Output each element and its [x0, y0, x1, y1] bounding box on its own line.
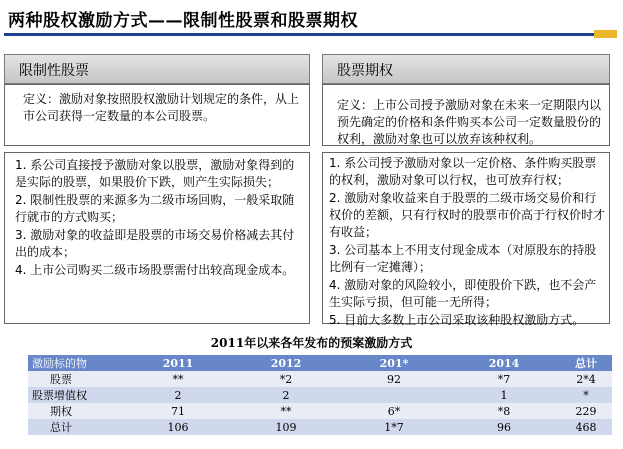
stock-option-definition-box [322, 84, 610, 146]
table-cell: ** [124, 371, 232, 387]
page-title: 两种股权激励方式——限制性股票和股票期权 [8, 11, 358, 31]
table-row [28, 371, 612, 387]
title-accent-block [594, 30, 617, 38]
table-row [28, 387, 612, 403]
table-cell: 总计 [28, 419, 124, 435]
table-cell: 1 [448, 387, 560, 403]
column-header: 2014 [448, 355, 560, 371]
column-header: 总计 [560, 355, 612, 371]
column-header: 2012 [232, 355, 340, 371]
table-cell: 71 [124, 403, 232, 419]
list-item: 3. 公司基本上不用支付现金成本（对原股东的持股比例有一定摊薄）； [329, 243, 597, 274]
stock-option-definition: 定义：上市公司授予激励对象在未来一定期限内以预先确定的价格和条件购买本公司一定数量股份的权利，激励对象也可以放弃该种权利。 [337, 98, 602, 146]
restricted-stock-features-list [15, 157, 303, 279]
table-cell: 96 [448, 419, 560, 435]
title-bar [0, 0, 623, 37]
list-item: 1. 系公司授予激励对象以一定价格、条件购买股票的权利，激励对象可以行权，也可放弃行权； [329, 156, 597, 187]
table-header-row [28, 355, 612, 371]
table-cell: 229 [560, 403, 612, 419]
list-item: 5. 目前大多数上市公司采取该种股权激励方式。 [329, 313, 585, 327]
list-item: 4. 上市公司购买二级市场股票需付出较高现金成本。 [15, 263, 295, 277]
table-cell: ** [232, 403, 340, 419]
table-cell: 106 [124, 419, 232, 435]
stock-option-features-box [322, 152, 610, 327]
list-item: 3. 激励对象的收益即是股票的市场交易价格减去其付出的成本； [15, 228, 295, 259]
table-cell: 期权 [28, 403, 124, 419]
column-header: 2011 [124, 355, 232, 371]
restricted-stock-heading: 限制性股票 [4, 54, 310, 84]
table-cell: 股票 [28, 371, 124, 387]
table-cell: 2 [124, 387, 232, 403]
table-row [28, 419, 612, 435]
table-cell: 468 [560, 419, 612, 435]
table-cell: 92 [340, 371, 448, 387]
title-underline [4, 33, 594, 36]
stock-option-features-list [329, 155, 605, 329]
table-cell: 6* [340, 403, 448, 419]
table-cell: * [560, 387, 612, 403]
list-item: 4. 激励对象的风险较小，即使股价下跌，也不会产生实际亏损，但可能一无所得； [329, 278, 597, 309]
table-row [28, 403, 612, 419]
incentive-table [28, 355, 612, 435]
column-header: 201* [340, 355, 448, 371]
table-cell [340, 387, 448, 403]
table-cell: *2 [232, 371, 340, 387]
column-header: 激励标的物 [28, 355, 124, 371]
table-cell: 109 [232, 419, 340, 435]
list-item: 2. 激励对象收益来自于股票的二级市场交易价和行权价的差额，只有行权时的股票市价高于行权价时才有收益； [329, 191, 606, 239]
table-title: 2011年以来各年发布的预案激励方式 [210, 336, 413, 350]
list-item: 1. 系公司直接授予激励对象以股票，激励对象得到的是实际的股票，如果股价下跌，则产生实际损失； [15, 158, 295, 189]
stock-option-heading: 股票期权 [322, 54, 610, 84]
table-cell: 1*7 [340, 419, 448, 435]
restricted-stock-features-box [4, 152, 310, 324]
restricted-stock-definition: 定义：激励对象按照股权激励计划规定的条件，从上市公司获得一定数量的本公司股票。 [23, 92, 300, 123]
table-cell: *8 [448, 403, 560, 419]
table-cell: 2 [232, 387, 340, 403]
table-cell: 2*4 [560, 371, 612, 387]
restricted-stock-definition-box [4, 84, 310, 146]
table-cell: *7 [448, 371, 560, 387]
list-item: 2. 限制性股票的来源多为二级市场回购，一般采取随行就市的方式购买； [15, 193, 295, 224]
table-cell: 股票增值权 [28, 387, 124, 403]
